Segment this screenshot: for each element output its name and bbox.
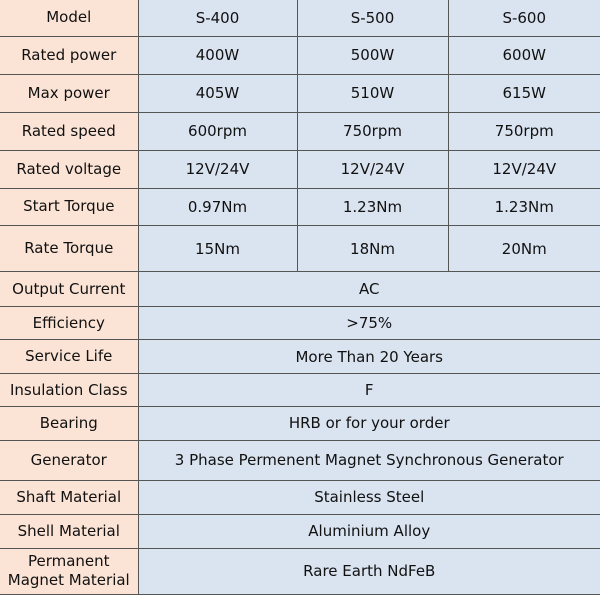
permanent-magnet-material-label xyxy=(0,548,138,594)
rated-voltage-label: Rated voltage xyxy=(0,150,138,188)
row-efficiency xyxy=(0,307,600,340)
model-label: Model xyxy=(0,0,138,36)
insulation-class-value: F xyxy=(138,374,600,407)
row-model xyxy=(0,0,600,36)
rated-speed-s600: 750rpm xyxy=(448,112,600,150)
rated-power-s500: 500W xyxy=(297,36,448,74)
row-permanent-magnet-material xyxy=(0,548,600,594)
start-torque-s400: 0.97Nm xyxy=(138,188,297,225)
row-shell-material xyxy=(0,514,600,548)
shell-material-label: Shell Material xyxy=(0,514,138,548)
rated-voltage-s500: 12V/24V xyxy=(297,150,448,188)
shaft-material-label: Shaft Material xyxy=(0,480,138,514)
rate-torque-s400: 15Nm xyxy=(138,226,297,272)
rated-power-s400: 400W xyxy=(138,36,297,74)
row-rated-speed xyxy=(0,112,600,150)
start-torque-s600: 1.23Nm xyxy=(448,188,600,225)
model-s400: S-400 xyxy=(138,0,297,36)
bearing-value: HRB or for your order xyxy=(138,407,600,440)
row-rated-power xyxy=(0,36,600,74)
shell-material-value: Aluminium Alloy xyxy=(138,514,600,548)
rated-voltage-s400: 12V/24V xyxy=(138,150,297,188)
rated-power-label: Rated power xyxy=(0,36,138,74)
insulation-class-label: Insulation Class xyxy=(0,374,138,407)
rated-voltage-s600: 12V/24V xyxy=(448,150,600,188)
row-bearing xyxy=(0,407,600,440)
output-current-value: AC xyxy=(138,272,600,307)
efficiency-label: Efficiency xyxy=(0,307,138,340)
rate-torque-label: Rate Torque xyxy=(0,226,138,272)
service-life-value: More Than 20 Years xyxy=(138,340,600,374)
row-output-current xyxy=(0,272,600,307)
max-power-s500: 510W xyxy=(297,74,448,112)
row-insulation-class xyxy=(0,374,600,407)
row-shaft-material xyxy=(0,480,600,514)
output-current-label: Output Current xyxy=(0,272,138,307)
row-rate-torque xyxy=(0,226,600,272)
efficiency-value: >75% xyxy=(138,307,600,340)
model-s500: S-500 xyxy=(297,0,448,36)
rated-speed-label: Rated speed xyxy=(0,112,138,150)
model-s600: S-600 xyxy=(448,0,600,36)
generator-value: 3 Phase Permenent Magnet Synchronous Generator xyxy=(138,440,600,480)
shaft-material-value: Stainless Steel xyxy=(138,480,600,514)
rate-torque-s600: 20Nm xyxy=(448,226,600,272)
start-torque-s500: 1.23Nm xyxy=(297,188,448,225)
permanent-magnet-material-value: Rare Earth NdFeB xyxy=(138,548,600,594)
rated-power-s600: 600W xyxy=(448,36,600,74)
rated-speed-s500: 750rpm xyxy=(297,112,448,150)
start-torque-label: Start Torque xyxy=(0,188,138,225)
max-power-s400: 405W xyxy=(138,74,297,112)
row-max-power xyxy=(0,74,600,112)
max-power-label: Max power xyxy=(0,74,138,112)
rate-torque-s500: 18Nm xyxy=(297,226,448,272)
row-start-torque xyxy=(0,188,600,225)
service-life-label: Service Life xyxy=(0,340,138,374)
row-rated-voltage xyxy=(0,150,600,188)
generator-label: Generator xyxy=(0,440,138,480)
row-service-life xyxy=(0,340,600,374)
permanent-magnet-material-label-line2: Magnet Material xyxy=(7,571,130,590)
bearing-label: Bearing xyxy=(0,407,138,440)
max-power-s600: 615W xyxy=(448,74,600,112)
permanent-magnet-material-label-line1: Permanent xyxy=(27,552,110,571)
row-generator xyxy=(0,440,600,480)
rated-speed-s400: 600rpm xyxy=(138,112,297,150)
